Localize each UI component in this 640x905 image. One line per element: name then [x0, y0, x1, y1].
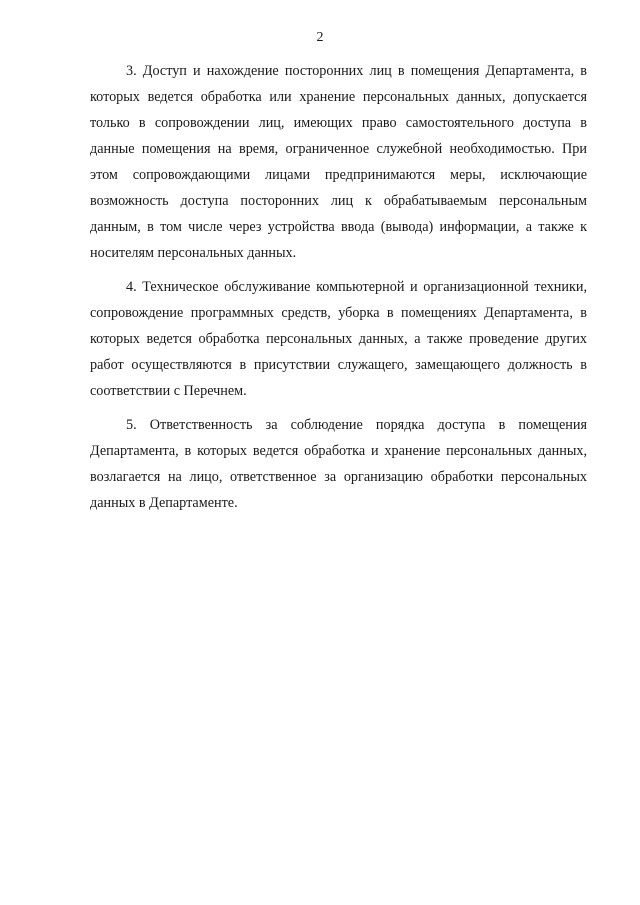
page-number: 2 [316, 30, 324, 45]
paragraph-3: 3. Доступ и нахождение посторонних лиц в помещения Департамента, в которых ведется обработка или хранение персональных данных, допускается только в сопровождении лиц, имеющих право самостоятельного доступа в данные помещения на время, ограниченное служебной необходимостью. При этом сопровождающими лицами предпринимаются меры, исключающие возможность доступа посторонних лиц к обрабатываемым персональным данным, в том числе через устройства ввода (вывода) информации, а также к носителям персональных данных. [90, 63, 587, 261]
paragraph-4: 4. Техническое обслуживание компьютерной и организационной техники, сопровождение программных средств, уборка в помещениях Департамента, в которых ведется обработка персональных данных, а также проведение других работ осуществляются в присутствии служащего, замещающего должность в соответствии с Перечнем. [90, 279, 587, 399]
paragraph-5: 5. Ответственность за соблюдение порядка доступа в помещения Департамента, в которых ведется обработка и хранение персональных данных, возлагается на лицо, ответственное за организацию обработки персональных данных в Департаменте. [90, 417, 587, 511]
document-body [90, 58, 587, 524]
